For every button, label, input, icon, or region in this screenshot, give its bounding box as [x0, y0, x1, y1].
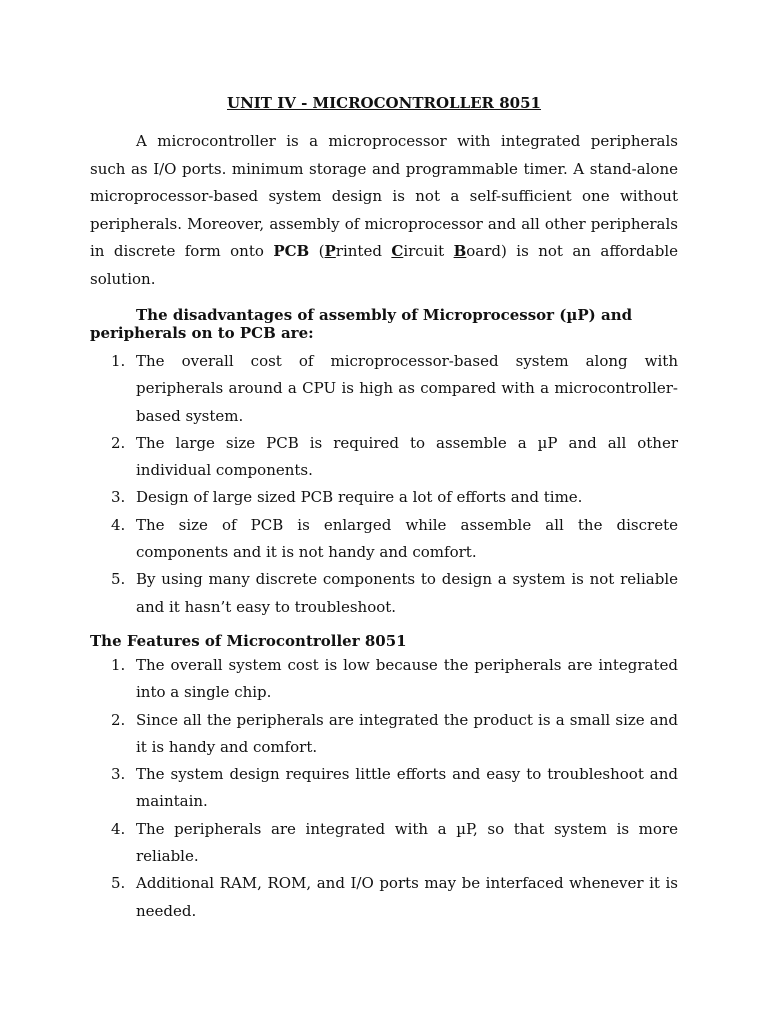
list-item — [90, 816, 678, 871]
list-item — [90, 430, 678, 485]
list-item-number: 1. — [111, 655, 126, 674]
acronym-c: C — [391, 242, 404, 260]
list-item-number: 4. — [111, 819, 126, 838]
list-item-number: 3. — [111, 488, 126, 507]
list-item-number: 5. — [111, 570, 126, 589]
list-item-number: 2. — [111, 433, 126, 452]
list-item — [90, 512, 678, 567]
list-item-text: The system design requires little efforts and easy to troubleshoot and maintain. — [136, 765, 678, 811]
acronym-b-rest: oard) is not an affordable solution. — [90, 242, 678, 288]
list-item-text: The size of PCB is enlarged while assemble all the discrete components and it is not handy and comfort. — [136, 515, 678, 562]
intro-paragraph — [90, 128, 678, 293]
list-item — [90, 566, 678, 621]
acronym-p-rest: rinted — [335, 242, 392, 260]
disadvantages-heading: The disadvantages of assembly of Microprocessor (µP) and peripherals on to PCB are: — [90, 306, 633, 342]
document-page — [90, 94, 678, 925]
intro-text: A microcontroller is a microprocessor with integrated peripherals such as I/O ports. minimum storage and programmable timer. A stand-alone microprocessor-based system design is not a self-sufficient one without peripherals. Moreover, assembly of microprocessor and all other peripherals in discrete form onto — [90, 132, 678, 260]
list-item — [90, 484, 678, 511]
list-item — [90, 761, 678, 816]
list-item-number: 4. — [111, 515, 126, 534]
list-item-text: The overall cost of microprocessor-based system along with peripherals around a CPU is high as compared with a microcontroller-based system. — [136, 352, 678, 425]
disadvantages-list — [90, 348, 678, 621]
list-item-number: 2. — [111, 710, 126, 729]
acronym-c-rest: ircuit — [403, 242, 454, 260]
acronym-p: P — [324, 242, 336, 260]
list-item — [90, 707, 678, 762]
list-item-text: Since all the peripherals are integrated the product is a small size and it is handy and comfort. — [136, 710, 678, 756]
features-list — [90, 652, 678, 925]
list-item — [90, 348, 678, 430]
list-item-text: By using many discrete components to design a system is not reliable and it hasn’t easy to troubleshoot. — [136, 570, 678, 616]
acronym-b: B — [453, 242, 467, 260]
list-item-text: Additional RAM, ROM, and I/O ports may be interfaced whenever it is needed. — [136, 874, 678, 920]
list-item — [90, 652, 678, 707]
list-item-text: The peripherals are integrated with a µP, so that system is more reliable. — [136, 819, 678, 866]
paren-open: ( — [309, 242, 325, 260]
list-item-number: 3. — [111, 765, 126, 784]
features-heading: The Features of Microcontroller 8051 — [90, 631, 407, 650]
page-title: UNIT IV - MICROCONTROLLER 8051 — [227, 94, 541, 112]
list-item — [90, 870, 678, 925]
list-item-number: 1. — [111, 352, 126, 370]
list-item-text: The large size PCB is required to assemble a µP and all other individual components. — [136, 433, 678, 480]
pcb-term: PCB — [273, 242, 310, 260]
list-item-text: Design of large sized PCB require a lot of efforts and time. — [136, 488, 583, 507]
list-item-number: 5. — [111, 874, 126, 893]
list-item-text: The overall system cost is low because the peripherals are integrated into a single chip. — [136, 655, 678, 702]
